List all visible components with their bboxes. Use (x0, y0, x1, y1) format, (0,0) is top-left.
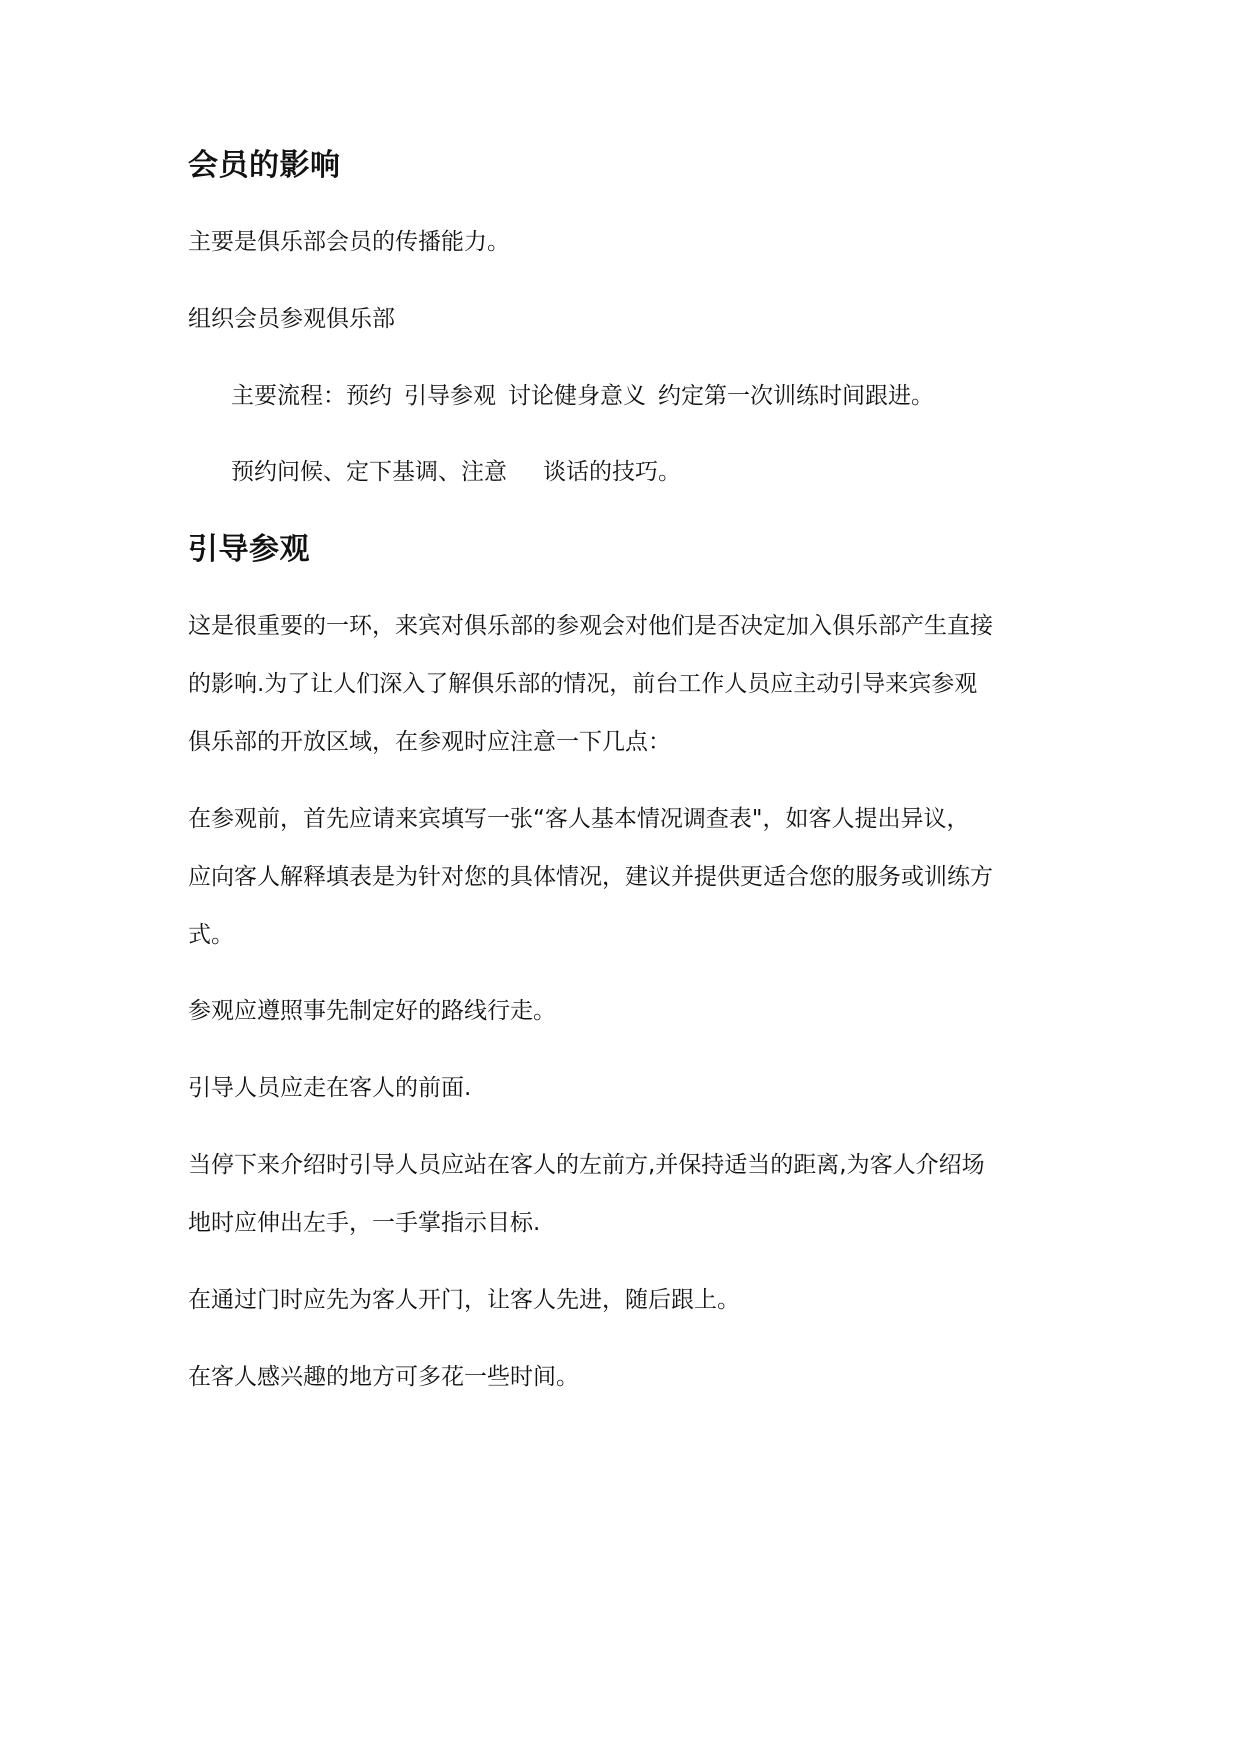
paragraph-line: 在通过门时应先为客人开门，让客人先进，随后跟上。 (188, 1287, 740, 1313)
process-step: 讨论健身意义 (508, 383, 646, 409)
paragraph-line: 当停下来介绍时引导人员应站在客人的左前方,并保持适当的距离,为客人介绍场 (188, 1152, 985, 1178)
tips-part: 谈话的技巧。 (543, 459, 681, 485)
paragraph-line: 的影响.为了让人们深入了解俱乐部的情况，前台工作人员应主动引导来宾参观 (188, 671, 978, 697)
paragraph-line: 引导人员应走在客人的前面. (188, 1075, 472, 1101)
paragraph-line: 地时应伸出左手，一手掌指示目标. (188, 1210, 541, 1236)
process-step: 引导参观 (404, 383, 496, 409)
paragraph-line: 俱乐部的开放区域，在参观时应注意一下几点： (188, 729, 671, 755)
process-step: 约定第一次训练时间跟进。 (658, 383, 934, 409)
tips-part: 预约问候、定下基调、注意 (231, 459, 507, 485)
section-heading-guided-tour: 引导参观 (188, 532, 310, 567)
tips-line (231, 456, 681, 488)
paragraph-organize-visit: 组织会员参观俱乐部 (188, 306, 395, 332)
paragraph-line: 在客人感兴趣的地方可多花一些时间。 (188, 1364, 579, 1390)
paragraph-line: 这是很重要的一环，来宾对俱乐部的参观会对他们是否决定加入俱乐部产生直接 (188, 613, 993, 639)
section-heading-member-influence: 会员的影响 (188, 148, 341, 183)
process-label: 主要流程：预约 (231, 383, 392, 409)
paragraph-member-spread: 主要是俱乐部会员的传播能力。 (188, 229, 510, 255)
paragraph-line: 参观应遵照事先制定好的路线行走。 (188, 998, 556, 1024)
paragraph-line: 应向客人解释填表是为针对您的具体情况，建议并提供更适合您的服务或训练方 (188, 864, 993, 890)
process-line (231, 380, 934, 412)
paragraph-line: 在参观前，首先应请来宾填写一张“客人基本情况调查表"，如客人提出异议， (188, 806, 970, 832)
paragraph-line: 式。 (188, 922, 234, 948)
